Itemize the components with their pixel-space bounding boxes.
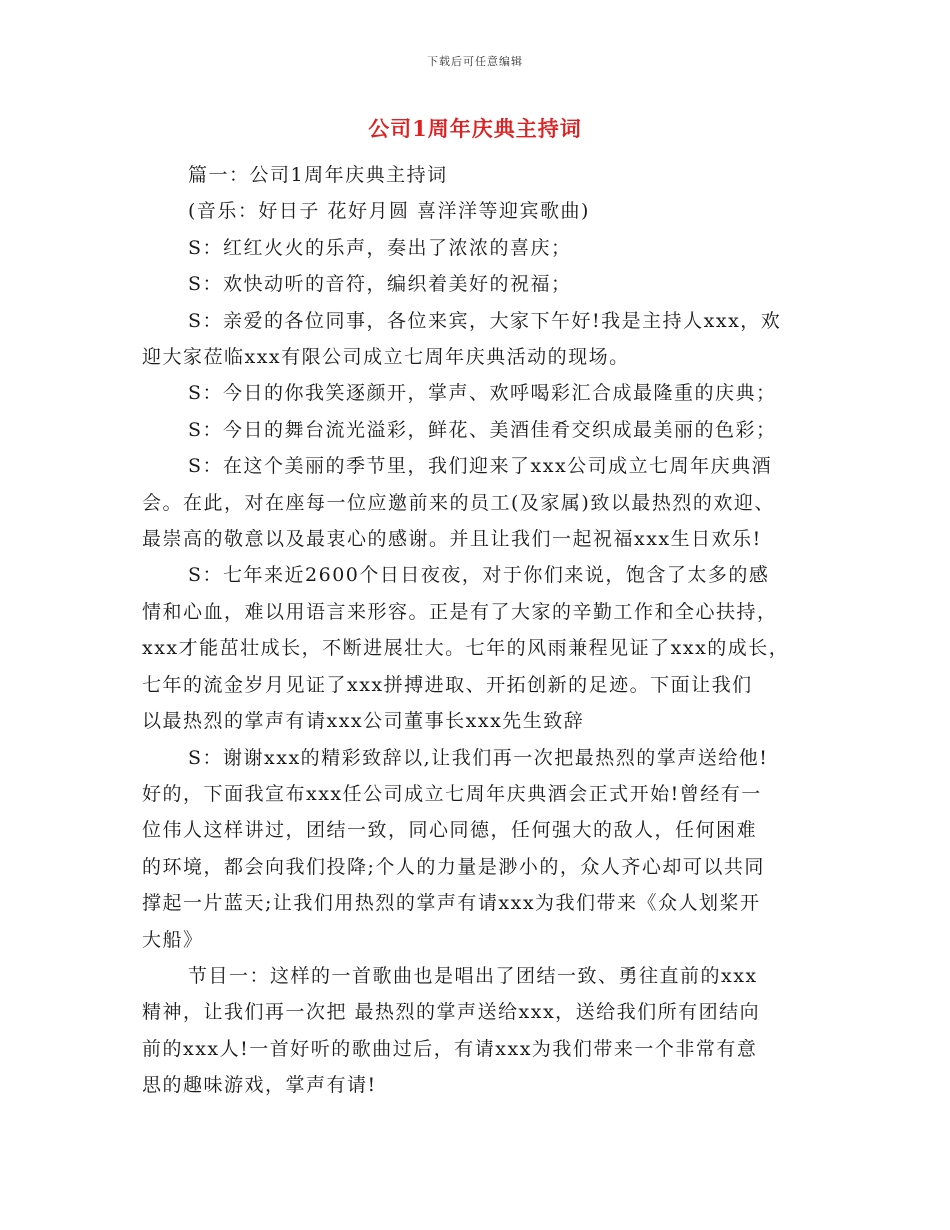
paragraph — [142, 740, 812, 958]
paragraph — [142, 958, 812, 1104]
paragraph — [142, 448, 812, 557]
text-line: S：今日的舞台流光溢彩，鲜花、美酒佳肴交织成最美丽的色彩； — [188, 418, 777, 441]
text-line: S：欢快动听的音符，编织着美好的祝福； — [188, 273, 572, 296]
text-line: xxx才能茁壮成长，不断进展壮大。七年的风雨兼程见证了xxx的成长， — [142, 637, 790, 660]
text-line: S：在这个美丽的季节里，我们迎来了xxx公司成立七周年庆典酒 — [188, 455, 773, 478]
document-title: 公司1周年庆典主持词 — [368, 116, 582, 141]
paragraph — [142, 303, 812, 376]
text-line: S：谢谢xxx的精彩致辞以,让我们再一次把最热烈的掌声送给他! — [188, 746, 769, 769]
text-line: 篇一：公司1周年庆典主持词 — [188, 164, 448, 186]
text-line: 思的趣味游戏，掌声有请! — [142, 1074, 377, 1097]
document-body — [142, 157, 812, 1104]
text-line: S：今日的你我笑逐颜开，掌声、欢呼喝彩汇合成最隆重的庆典； — [188, 382, 777, 405]
paragraph — [142, 157, 812, 193]
text-line: 以最热烈的掌声有请xxx公司董事长xxx先生致辞 — [142, 710, 585, 733]
text-line: 七年的流金岁月见证了xxx拼搏进取、开拓创新的足迹。下面让我们 — [142, 673, 753, 696]
text-line: 大船》 — [142, 928, 204, 951]
text-line: 节目一：这样的一首歌曲也是唱出了团结一致、勇往直前的xxx — [188, 964, 758, 987]
text-line: 迎大家莅临xxx有限公司成立七周年庆典活动的现场。 — [142, 346, 630, 369]
text-line: (音乐：好日子 花好月圆 喜洋洋等迎宾歌曲) — [188, 200, 590, 223]
text-line: 的环境，都会向我们投降;个人的力量是渺小的，众人齐心却可以共同 — [142, 855, 765, 878]
paragraph — [142, 266, 812, 302]
paragraph — [142, 375, 812, 411]
text-line: S：七年来近2600个日日夜夜，对于你们来说，饱含了太多的感 — [188, 564, 770, 587]
text-line: S：亲爱的各位同事，各位来宾，大家下午好!我是主持人xxx，欢 — [188, 309, 782, 332]
text-line: 好的，下面我宣布xxx任公司成立七周年庆典酒会正式开始!曾经有一 — [142, 782, 762, 805]
paragraph — [142, 230, 812, 266]
paragraph — [142, 557, 812, 739]
header-note: 下载后可任意编辑 — [427, 55, 523, 68]
text-line: 撑起一片蓝天;让我们用热烈的掌声有请xxx为我们带来《众人划桨开 — [142, 892, 761, 915]
text-line: 前的xxx人!一首好听的歌曲过后，有请xxx为我们带来一个非常有意 — [142, 1037, 758, 1060]
paragraph — [142, 193, 812, 229]
text-line: S：红红火火的乐声，奏出了浓浓的喜庆； — [188, 236, 572, 259]
text-line: 精神，让我们再一次把 最热烈的掌声送给xxx，送给我们所有团结向 — [142, 1001, 761, 1024]
paragraph — [142, 412, 812, 448]
text-line: 最崇高的敬意以及最衷心的感谢。并且让我们一起祝福xxx生日欢乐! — [142, 528, 762, 551]
text-line: 位伟人这样讲过，团结一致，同心同德，任何强大的敌人，任何困难 — [142, 819, 758, 842]
text-line: 情和心血，难以用语言来形容。正是有了大家的辛勤工作和全心扶持， — [142, 600, 778, 623]
text-line: 会。在此，对在座每一位应邀前来的员工(及家属)致以最热烈的欢迎、 — [142, 491, 775, 514]
